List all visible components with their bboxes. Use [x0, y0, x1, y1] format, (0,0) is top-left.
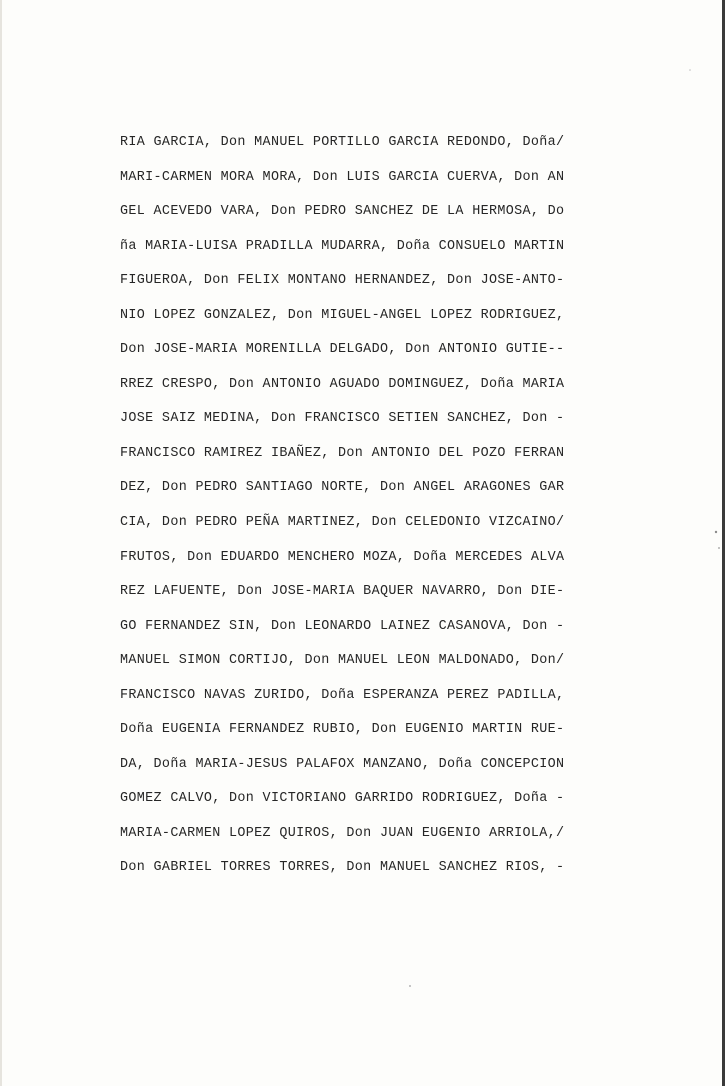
- text-line: Don GABRIEL TORRES TORRES, Don MANUEL SANCHEZ RIOS, -: [120, 860, 565, 876]
- text-line: JOSE SAIZ MEDINA, Don FRANCISCO SETIEN SANCHEZ, Don -: [120, 411, 565, 427]
- text-line: DA, Doña MARIA-JESUS PALAFOX MANZANO, Doña CONCEPCION: [120, 756, 565, 772]
- text-line: Don JOSE-MARIA MORENILLA DELGADO, Don ANTONIO GUTIE--: [120, 342, 565, 358]
- text-line: GO FERNANDEZ SIN, Don LEONARDO LAINEZ CASANOVA, Don -: [120, 618, 565, 634]
- text-line: MARIA-CARMEN LOPEZ QUIROS, Don JUAN EUGENIO ARRIOLA,/: [120, 825, 565, 841]
- text-line: CIA, Don PEDRO PEÑA MARTINEZ, Don CELEDONIO VIZCAINO/: [120, 515, 565, 531]
- text-line: FRANCISCO NAVAS ZURIDO, Doña ESPERANZA PEREZ PADILLA,: [120, 687, 565, 703]
- text-line: REZ LAFUENTE, Don JOSE-MARIA BAQUER NAVARRO, Don DIE-: [120, 584, 565, 600]
- text-line: FRANCISCO RAMIREZ IBAÑEZ, Don ANTONIO DEL POZO FERRAN: [120, 445, 565, 461]
- text-line: DEZ, Don PEDRO SANTIAGO NORTE, Don ANGEL ARAGONES GAR: [120, 480, 565, 496]
- text-line: RIA GARCIA, Don MANUEL PORTILLO GARCIA REDONDO, Doña/: [120, 135, 565, 150]
- text-line: GOMEZ CALVO, Don VICTORIANO GARRIDO RODRIGUEZ, Doña -: [120, 791, 565, 807]
- text-line: NIO LOPEZ GONZALEZ, Don MIGUEL-ANGEL LOPEZ RODRIGUEZ,: [120, 307, 565, 323]
- typed-text-body: [120, 126, 640, 886]
- text-line: RREZ CRESPO, Don ANTONIO AGUADO DOMINGUEZ, Doña MARIA: [120, 376, 565, 392]
- text-line: MANUEL SIMON CORTIJO, Don MANUEL LEON MALDONADO, Don/: [120, 653, 565, 669]
- text-line: FIGUEROA, Don FELIX MONTANO HERNANDEZ, Don JOSE-ANTO-: [120, 273, 565, 289]
- text-line: ña MARIA-LUISA PRADILLA MUDARRA, Doña CONSUELO MARTIN: [120, 238, 565, 254]
- text-line: Doña EUGENIA FERNANDEZ RUBIO, Don EUGENIO MARTIN RUE-: [120, 722, 565, 738]
- text-line: FRUTOS, Don EDUARDO MENCHERO MOZA, Doña MERCEDES ALVA: [120, 549, 565, 565]
- text-line: MARI-CARMEN MORA MORA, Don LUIS GARCIA CUERVA, Don AN: [120, 169, 565, 185]
- text-line: GEL ACEVEDO VARA, Don PEDRO SANCHEZ DE LA HERMOSA, Do: [120, 204, 565, 220]
